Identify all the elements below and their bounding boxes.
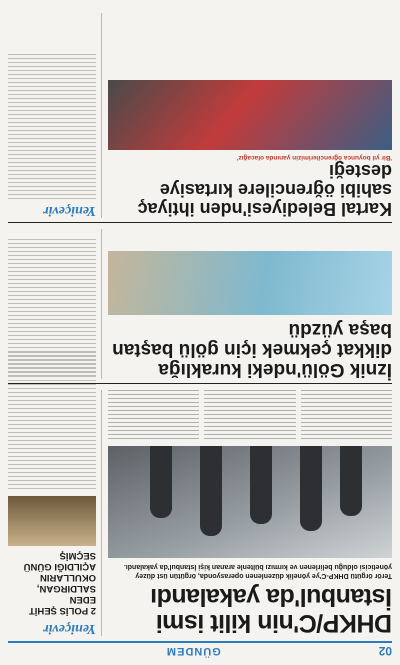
second-story [8,229,392,384]
body-column [108,390,199,442]
lake-photo [108,251,392,315]
photo-figure [340,446,362,516]
page-number: 02 [378,644,392,658]
second-story-columns [8,229,102,379]
students-photo [108,80,392,150]
third-story [8,13,392,223]
body-column [301,390,392,442]
lead-deck: Terör örgütü DHKP-C'ye yönelik düzenlenen operasyonda, örgütün üst düzey yöneticisi olduğu belirlenen ve kırmızı bültenle aranan kişi İstanbul'da yakalandı. [123,563,392,579]
photo-figure [150,446,172,518]
lead-headline: DHKP/C'nin kilit ismi İstanbul'da yakalandı [150,583,392,637]
lead-body-columns [108,390,392,442]
section-title: GÜNDEM [165,645,221,657]
imprint-text [8,52,96,202]
second-story-main [102,229,392,379]
photo-figure [300,446,322,531]
photo-figure [200,446,222,536]
page-header [8,641,392,659]
lead-story [8,390,392,636]
newspaper-logo: Yeniçevir [43,621,96,636]
imprint-logo: Yeniçevir [43,203,96,218]
sidebar-story [8,390,102,636]
third-headline: Kartal Belediyesi'nden ihtiyaç sahibi öğrencilere kırtasiye desteği [137,161,392,219]
second-headline: İznik Gölü'ndeki kuraklığa dikkat çekmek için gölü baştan başa yüzdü [112,319,392,380]
imprint-box [8,13,102,218]
quote-highlight: 'Bir yıl boyunca öğrencilerimizin yanında olacağız' [236,154,392,161]
sidebar-headline: 2 POLİS ŞEHİT EDEN SALDIRGAN, OKULLARIN AÇILDIĞI GÜNÜ SEÇMİŞ [23,550,96,616]
lead-photo [108,446,392,558]
body-column [204,390,295,442]
sidebar-body-text [8,239,96,379]
photo-figure [250,446,272,524]
third-story-main [102,13,392,218]
lead-story-main [102,390,392,636]
sidebar-photo [8,496,96,546]
